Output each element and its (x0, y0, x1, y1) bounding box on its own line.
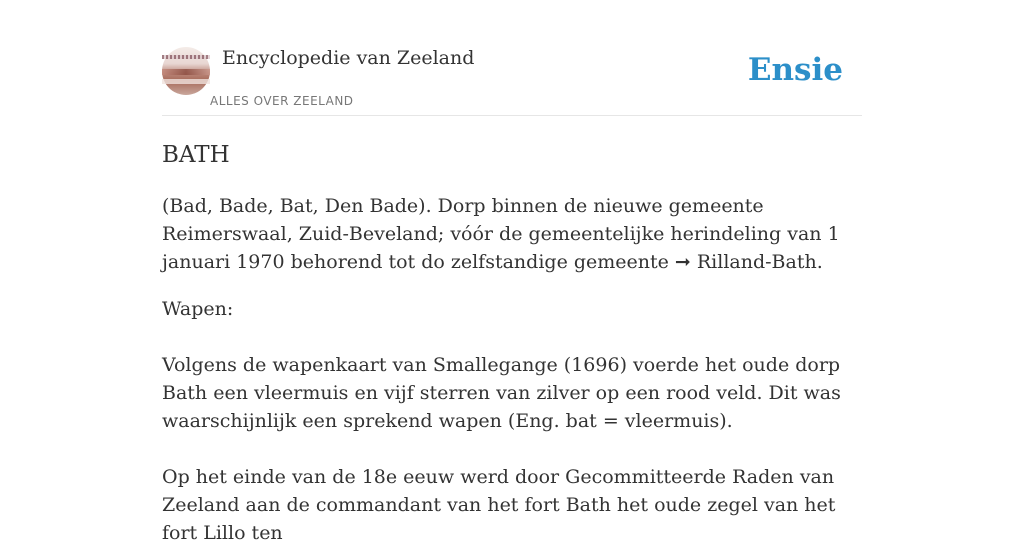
entry-paragraph: (Bad, Bade, Bat, Den Bade). Dorp binnen de nieuwe gemeente Reimerswaal, Zuid-Beveland; vóór de gemeentelijke herindeling van 1 januari 1970 behorend tot do zelfstandige gemeente ➞ Rilland-Bath. (162, 195, 840, 273)
entry-title: BATH (162, 142, 230, 168)
site-title[interactable]: Encyclopedie van Zeeland (222, 47, 475, 69)
site-header (162, 0, 862, 116)
entry-paragraph: Op het einde van de 18e eeuw werd door Gecommitteerde Raden van Zeeland aan de commandant van het fort Bath het oude zegel van het fort Lillo ten (162, 466, 836, 544)
entry-body (162, 192, 862, 547)
entry-paragraph: Volgens de wapenkaart van Smallegange (1696) voerde het oude dorp Bath een vleermuis en vijf sterren van zilver op een rood veld. Dit was waarschijnlijk een sprekend wapen (Eng. bat = vleermuis). (162, 354, 841, 432)
ensie-logo[interactable]: Ensie (747, 52, 843, 88)
site-tagline: ALLES OVER ZEELAND (210, 94, 354, 108)
page-container (162, 0, 862, 544)
entry-paragraph: Wapen: (162, 298, 234, 320)
site-avatar[interactable] (162, 47, 210, 95)
entry-article (162, 140, 862, 547)
